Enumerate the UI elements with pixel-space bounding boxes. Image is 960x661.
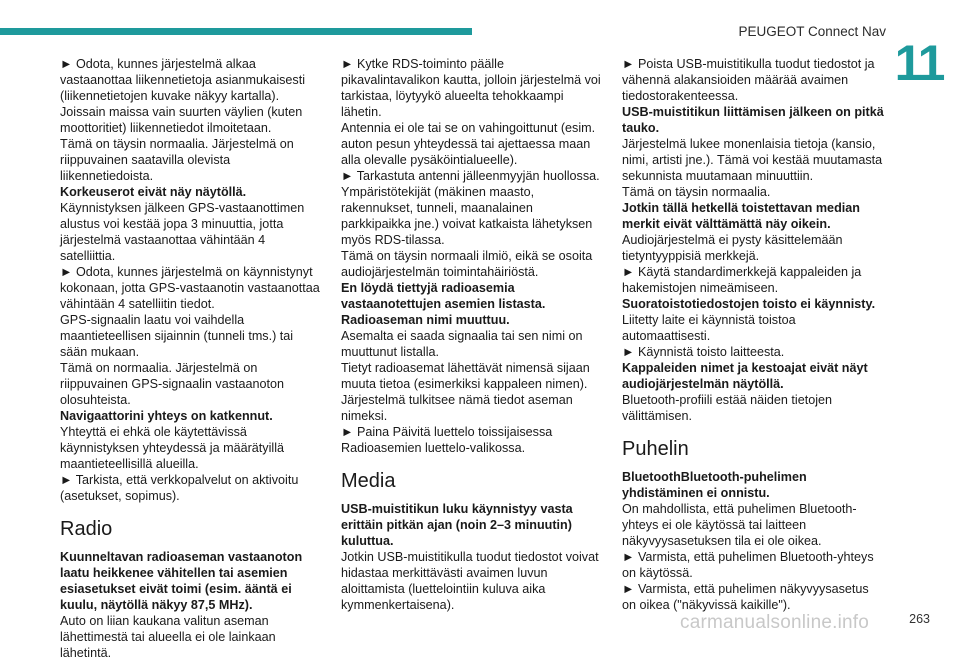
bold-heading-paragraph: Suoratoistotiedostojen toisto ei käynnisty. — [622, 297, 876, 311]
bold-heading-paragraph: USB-muistitikun luku käynnistyy vasta erittäin pitkän ajan (noin 2–3 minuutin) kuluttua. — [341, 502, 573, 548]
body-paragraph: Jotkin USB-muistitikulla tuodut tiedostot voivat hidastaa merkittävästi avaimen luvun aloittamista (luettelointiin kuluva aika kymmenkertaisena). — [341, 550, 599, 612]
radio-paragraphs — [60, 549, 322, 661]
body-paragraph: ► Tarkista, että verkkopalvelut on aktivoitu (asetukset, sopimus). — [60, 473, 299, 503]
body-paragraph: Joissain maissa vain suurten väylien (kuten moottoritiet) liikennetiedot ilmoitetaan. — [60, 105, 303, 135]
body-paragraph: ► Käytä standardimerkkejä kappaleiden ja hakemistojen nimeämiseen. — [622, 265, 862, 295]
body-paragraph: Antennia ei ole tai se on vahingoittunut (esim. auton pesun yhteydessä tai ajettaessa maan alla olevalle pysäköintialueelle). — [341, 121, 596, 167]
bold-heading-paragraph: Kappaleiden nimet ja kestoajat eivät näyt audiojärjestelmän näytöllä. — [622, 361, 868, 391]
body-paragraph: ► Tarkastuta antenni jälleenmyyjän huollossa. — [341, 169, 600, 183]
body-paragraph: Yhteyttä ei ehkä ole käytettävissä käynnistyksen yhteydessä ja määrätyillä maantieteellisillä alueilla. — [60, 425, 284, 471]
body-paragraph: Järjestelmä lukee monenlaisia tietoja (kansio, nimi, artisti jne.). Tämä voi kestää muutamasta sekunnista muutamaan minuuttiin. — [622, 137, 883, 183]
body-paragraph: On mahdollista, että puhelimen Bluetooth-yhteys ei ole käytössä tai laitteen näkyvyysasetuksen tila ei ole oikea. — [622, 502, 857, 548]
body-paragraph: ► Odota, kunnes järjestelmä alkaa vastaanottaa liikennetietoja asianmukaisesti (liikennetietojen kuvake näkyy kartalla). — [60, 57, 306, 103]
page-number: 263 — [909, 612, 930, 626]
body-paragraph: Tämä on täysin normaalia. — [622, 185, 771, 199]
bold-heading-paragraph: Navigaattorini yhteys on katkennut. — [60, 409, 273, 423]
body-paragraph: Järjestelmä tulkitsee nämä tiedot aseman nimeksi. — [341, 393, 573, 423]
body-paragraph: Tämä on täysin normaali ilmiö, eikä se osoita audiojärjestelmän toimintahäiriöstä. — [341, 249, 593, 279]
column-3-paragraphs — [622, 56, 884, 424]
header-title: PEUGEOT Connect Nav — [738, 24, 886, 39]
body-paragraph: Ympäristötekijät (mäkinen maasto, rakennukset, tunneli, maanalainen parkkipaikka jne.) voivat katkaista lähetyksen myös RDS-tilassa. — [341, 185, 593, 247]
chapter-number: 11 — [894, 35, 944, 91]
header-accent-bar — [0, 28, 472, 35]
column-2-paragraphs — [341, 56, 603, 456]
body-paragraph: ► Paina Päivitä luettelo toissijaisessa Radioasemien luettelo-valikossa. — [341, 425, 553, 455]
body-paragraph: Auto on liian kaukana valitun aseman lähettimestä tai alueella ei ole lainkaan lähetintä. — [60, 614, 276, 660]
body-paragraph: ► Kytke RDS-toiminto päälle pikavalintavalikon kautta, jolloin järjestelmä voi tarkistaa, löytyykö alueelta tehokkaampi lähetin. — [341, 57, 601, 119]
body-paragraph: Tämä on normaalia. Järjestelmä on riippuvainen GPS-signaalin vastaanoton olosuhteista. — [60, 361, 285, 407]
body-paragraph: Tietyt radioasemat lähettävät nimensä sijaan muuta tietoa (esimerkiksi kappaleen nimen). — [341, 361, 590, 391]
body-paragraph: Bluetooth-profiili estää näiden tietojen välittämisen. — [622, 393, 833, 423]
body-paragraph: Tämä on täysin normaalia. Järjestelmä on riippuvainen saatavilla olevista liikennetiedoista. — [60, 137, 294, 183]
body-paragraph: ► Varmista, että puhelimen Bluetooth-yhteys on käytössä. — [622, 550, 874, 580]
bold-heading-paragraph: BluetoothBluetooth-puhelimen yhdistäminen ei onnistu. — [622, 470, 807, 500]
chapter-badge — [890, 33, 948, 93]
body-paragraph: ► Käynnistä toisto laitteesta. — [622, 345, 785, 359]
section-heading-media: Media — [341, 470, 396, 492]
body-paragraph: Liitetty laite ei käynnistä toistoa automaattisesti. — [622, 313, 796, 343]
phone-paragraphs — [622, 469, 884, 613]
watermark: carmanualsonline.info — [680, 612, 870, 633]
body-paragraph: ► Odota, kunnes järjestelmä on käynnistynyt kokonaan, jotta GPS-vastaanotin vastaanottaa vähintään 4 satelliitin tiedot. — [60, 265, 320, 311]
column-1 — [60, 56, 322, 661]
body-paragraph: Asemalta ei saada signaalia tai sen nimi on muuttunut listalla. — [341, 329, 583, 359]
body-paragraph: ► Varmista, että puhelimen näkyvyysasetus on oikea ("näkyvissä kaikille"). — [622, 582, 869, 612]
bold-heading-paragraph: Korkeuserot eivät näy näytöllä. — [60, 185, 247, 199]
bold-heading-paragraph: Kuunneltavan radioaseman vastaanoton laatu heikkenee vähitellen tai asemien esiasetukset eivät toimi (esim. ääntä ei kuulu, näytöllä näkyy 87,5 MHz). — [60, 550, 303, 612]
body-paragraph: GPS-signaalin laatu voi vaihdella maantieteellisen sijainnin (tunneli tms.) tai sään mukaan. — [60, 313, 294, 359]
column-1-paragraphs — [60, 56, 322, 504]
media-paragraphs — [341, 501, 603, 613]
bold-heading-paragraph: Radioaseman nimi muuttuu. — [341, 313, 510, 327]
bold-heading-paragraph: USB-muistitikun liittämisen jälkeen on pitkä tauko. — [622, 105, 884, 135]
column-3 — [622, 56, 884, 613]
body-paragraph: ► Poista USB-muistitikulla tuodut tiedostot ja vähennä alakansioiden määrää avaimen tiedostorakenteessa. — [622, 57, 875, 103]
section-heading-phone: Puhelin — [622, 438, 689, 460]
bold-heading-paragraph: En löydä tiettyjä radioasemia vastaanotettujen asemien listasta. — [341, 281, 546, 311]
column-2 — [341, 56, 603, 613]
body-paragraph: Audiojärjestelmä ei pysty käsittelemään tietyntyyppisiä merkkejä. — [622, 233, 843, 263]
bold-heading-paragraph: Jotkin tällä hetkellä toistettavan median merkit eivät välttämättä näy oikein. — [622, 201, 860, 231]
body-paragraph: Käynnistyksen jälkeen GPS-vastaanottimen alustus voi kestää jopa 3 minuuttia, jotta järjestelmä vastaanottaa vähintään 4 satelliittia. — [60, 201, 305, 263]
section-heading-radio: Radio — [60, 518, 113, 540]
